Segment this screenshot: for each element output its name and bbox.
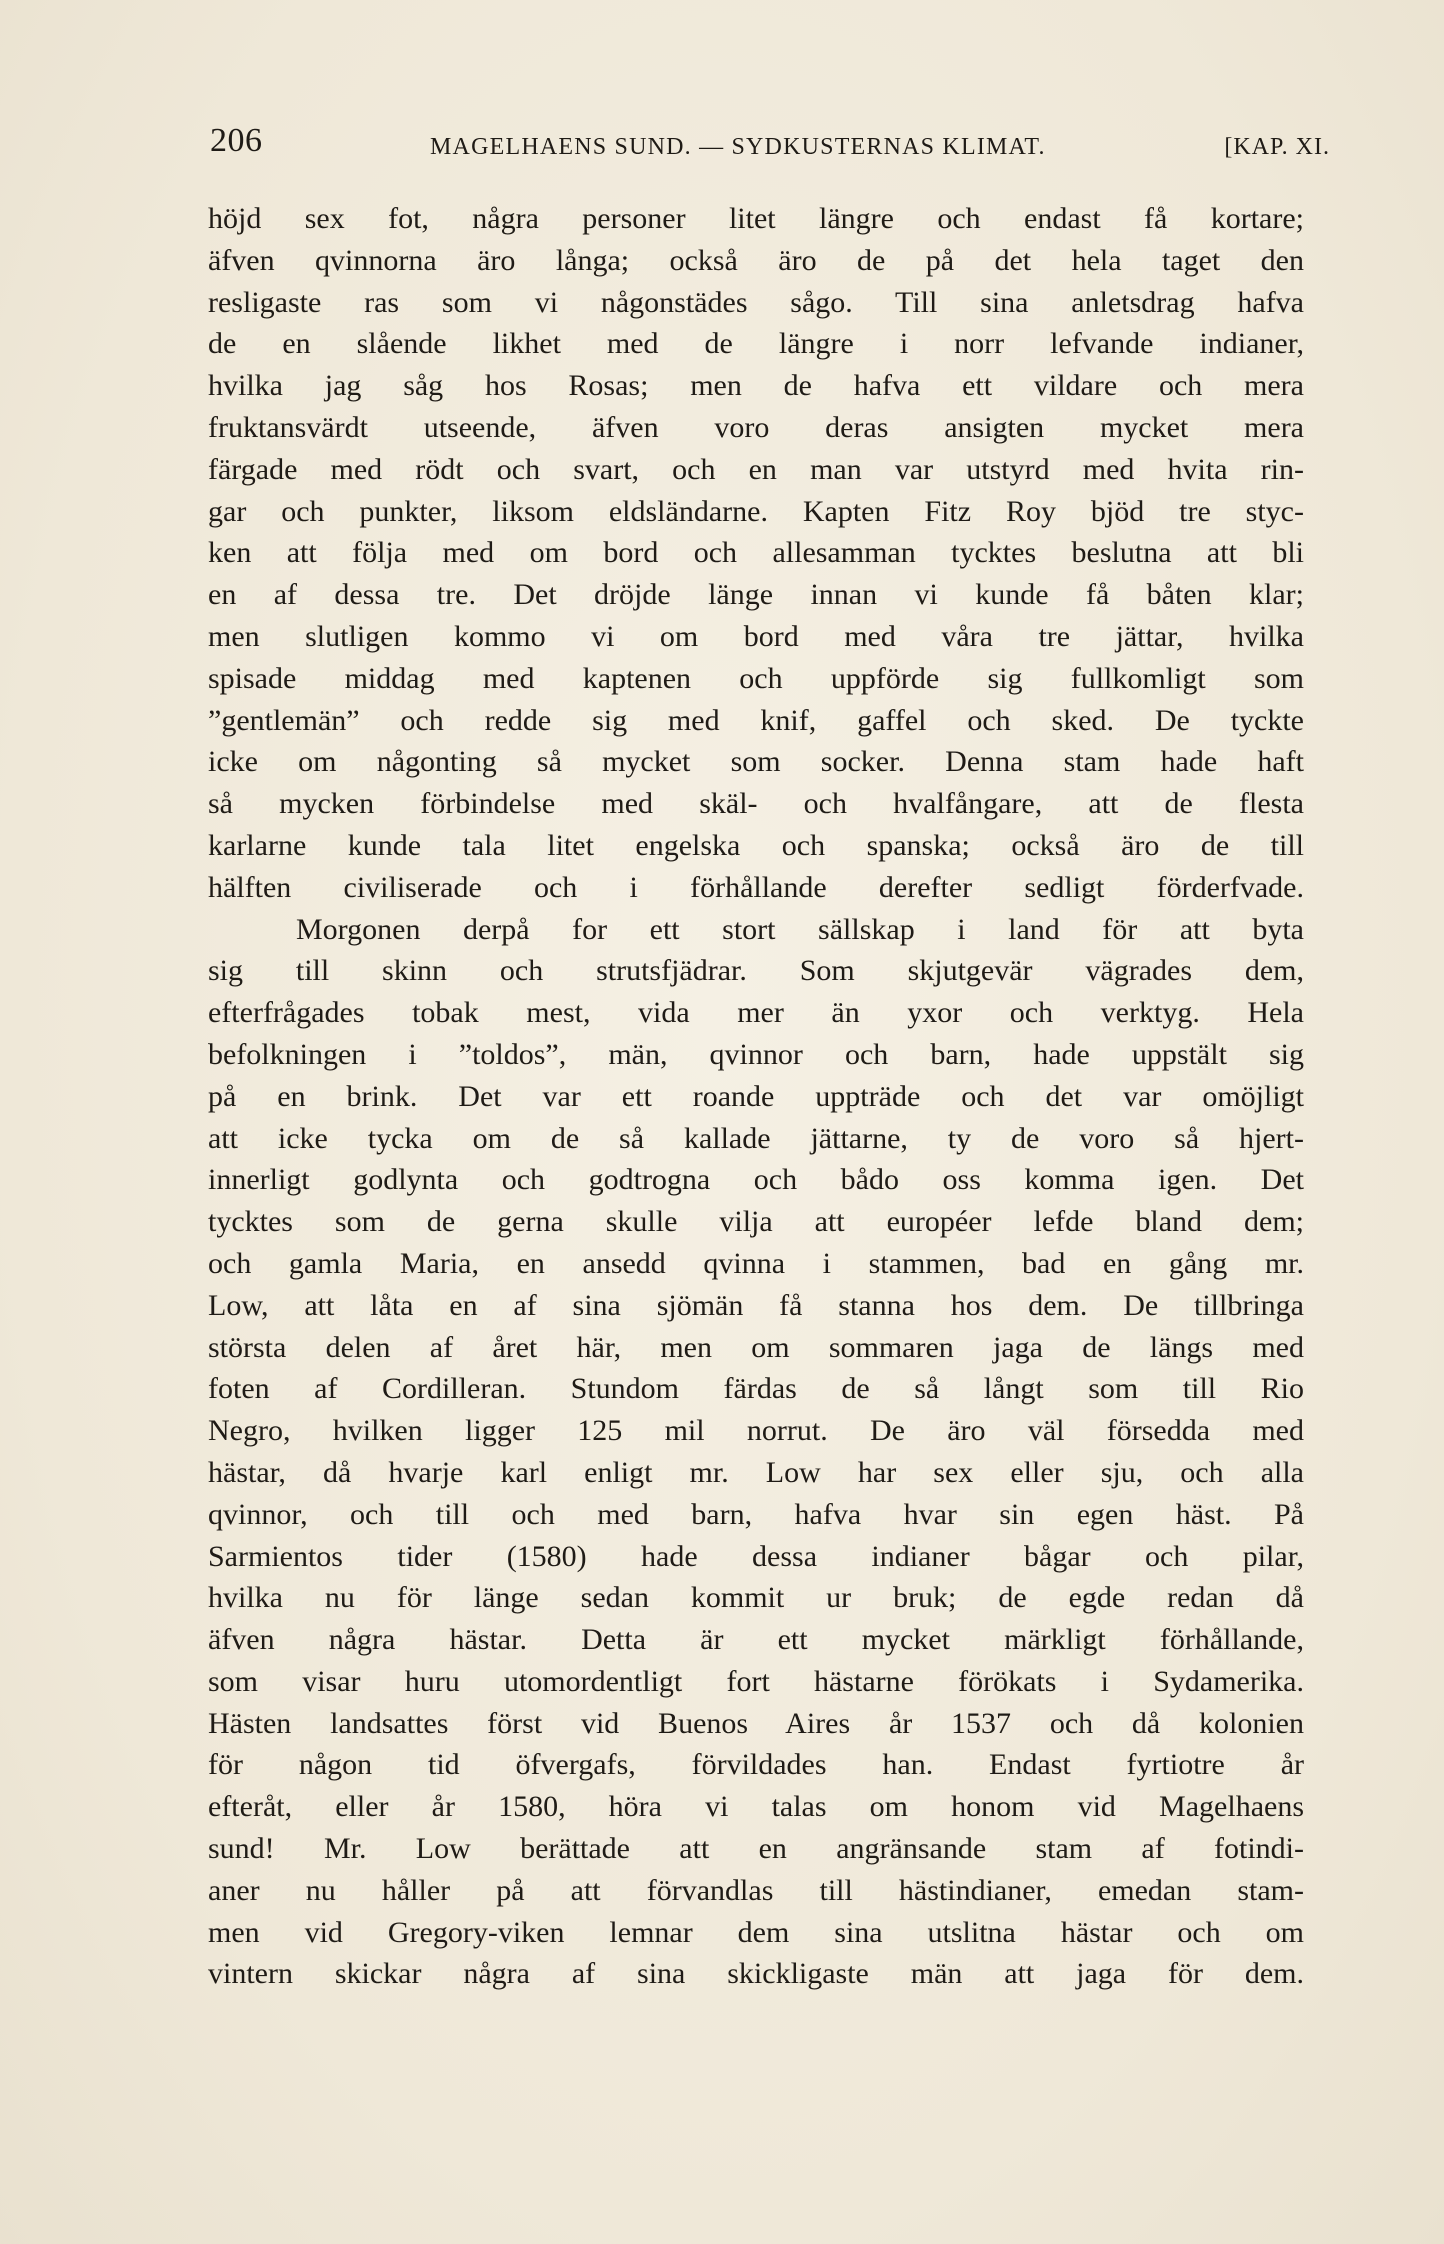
text-line: aner nu håller på att förvandlas till hästindianer, emedan stam- xyxy=(208,1873,1304,1907)
text-line: resligaste ras som vi någonstädes sågo. Till sina anletsdrag hafva xyxy=(208,285,1304,319)
text-line: icke om någonting så mycket som socker. Denna stam hade haft xyxy=(208,745,1304,779)
text-line: Low, att låta en af sina sjömän få stanna hos dem. De tillbringa xyxy=(208,1288,1304,1322)
text-line: foten af Cordilleran. Stundom färdas de så långt som till Rio xyxy=(208,1372,1304,1406)
text-line: qvinnor, och till och med barn, hafva hvar sin egen häst. På xyxy=(208,1497,1304,1531)
text-line: sig till skinn och strutsfjädrar. Som skjutgevär vägrades dem, xyxy=(208,954,1304,988)
text-line: karlarne kunde tala litet engelska och spanska; också äro de till xyxy=(208,828,1304,862)
text-line: hälften civiliserade och i förhållande derefter sedligt förderfvade. xyxy=(208,870,1304,904)
text-line: befolkningen i ”toldos”, män, qvinnor och barn, hade uppstält sig xyxy=(208,1037,1304,1071)
text-line: höjd sex fot, några personer litet längre och endast få kortare; xyxy=(208,202,1304,235)
page-number: 206 xyxy=(210,122,263,159)
text-line: gar och punkter, liksom eldsländarne. Kapten Fitz Roy bjöd tre styc- xyxy=(208,494,1304,528)
text-line: ken att följa med om bord och allesamman tycktes beslutna att bli xyxy=(208,536,1304,570)
text-line: så mycken förbindelse med skäl- och hvalfångare, att de flesta xyxy=(208,787,1304,821)
chapter-reference: [KAP. XI. xyxy=(1224,134,1330,160)
text-line: Hästen landsattes först vid Buenos Aires år 1537 och då kolonien xyxy=(208,1706,1304,1740)
text-line: de en slående likhet med de längre i norr lefvande indianer, xyxy=(208,327,1304,361)
text-line: efterfrågades tobak mest, vida mer än yxor och verktyg. Hela xyxy=(208,996,1304,1030)
text-line: vintern skickar några af sina skickligaste män att jaga för dem. xyxy=(208,1957,1304,1991)
text-line: och gamla Maria, en ansedd qvinna i stammen, bad en gång mr. xyxy=(208,1246,1304,1280)
running-title: MAGELHAENS SUND. — SYDKUSTERNAS KLIMAT. xyxy=(430,134,1046,160)
text-line: hvilka nu för länge sedan kommit ur bruk; de egde redan då xyxy=(208,1581,1304,1615)
paragraph-start-line: Morgonen derpå for ett stort sällskap i land för att byta xyxy=(296,912,1304,946)
text-line: ”gentlemän” och redde sig med knif, gaffel och sked. De tyckte xyxy=(208,703,1304,737)
text-line: en af dessa tre. Det dröjde länge innan vi kunde få båten klar; xyxy=(208,578,1304,612)
text-line: spisade middag med kaptenen och uppförde sig fullkomligt som xyxy=(208,661,1304,695)
text-line: Sarmientos tider (1580) hade dessa indianer bågar och pilar, xyxy=(208,1539,1304,1573)
text-line: hästar, då hvarje karl enligt mr. Low har sex eller sju, och alla xyxy=(208,1455,1304,1489)
text-line: men vid Gregory-viken lemnar dem sina utslitna hästar och om xyxy=(208,1915,1304,1949)
text-line: sund! Mr. Low berättade att en angränsande stam af fotindi- xyxy=(208,1832,1304,1866)
text-line: att icke tycka om de så kallade jättarne, ty de voro så hjert- xyxy=(208,1121,1304,1155)
text-line: som visar huru utomordentligt fort hästarne förökats i Sydamerika. xyxy=(208,1664,1304,1698)
text-line: tycktes som de gerna skulle vilja att européer lefde bland dem; xyxy=(208,1205,1304,1239)
text-line: på en brink. Det var ett roande uppträde och det var omöjligt xyxy=(208,1079,1304,1113)
text-line: hvilka jag såg hos Rosas; men de hafva ett vildare och mera xyxy=(208,369,1304,403)
text-line: äfven några hästar. Detta är ett mycket märkligt förhållande, xyxy=(208,1623,1304,1657)
text-line: fruktansvärdt utseende, äfven voro deras ansigten mycket mera xyxy=(208,410,1304,444)
page-header xyxy=(210,122,1330,162)
text-line: färgade med rödt och svart, och en man var utstyrd med hvita rin- xyxy=(208,452,1304,486)
text-line: men slutligen kommo vi om bord med våra tre jättar, hvilka xyxy=(208,619,1304,653)
text-line: största delen af året här, men om sommaren jaga de längs med xyxy=(208,1330,1304,1364)
text-line: äfven qvinnorna äro långa; också äro de på det hela taget den xyxy=(208,243,1304,277)
text-line: Negro, hvilken ligger 125 mil norrut. De äro väl försedda med xyxy=(208,1414,1304,1448)
body-text xyxy=(208,198,1304,1995)
text-line: för någon tid öfvergafs, förvildades han. Endast fyrtiotre år xyxy=(208,1748,1304,1782)
text-line: efteråt, eller år 1580, höra vi talas om honom vid Magelhaens xyxy=(208,1790,1304,1824)
text-line: innerligt godlynta och godtrogna och bådo oss komma igen. Det xyxy=(208,1163,1304,1197)
